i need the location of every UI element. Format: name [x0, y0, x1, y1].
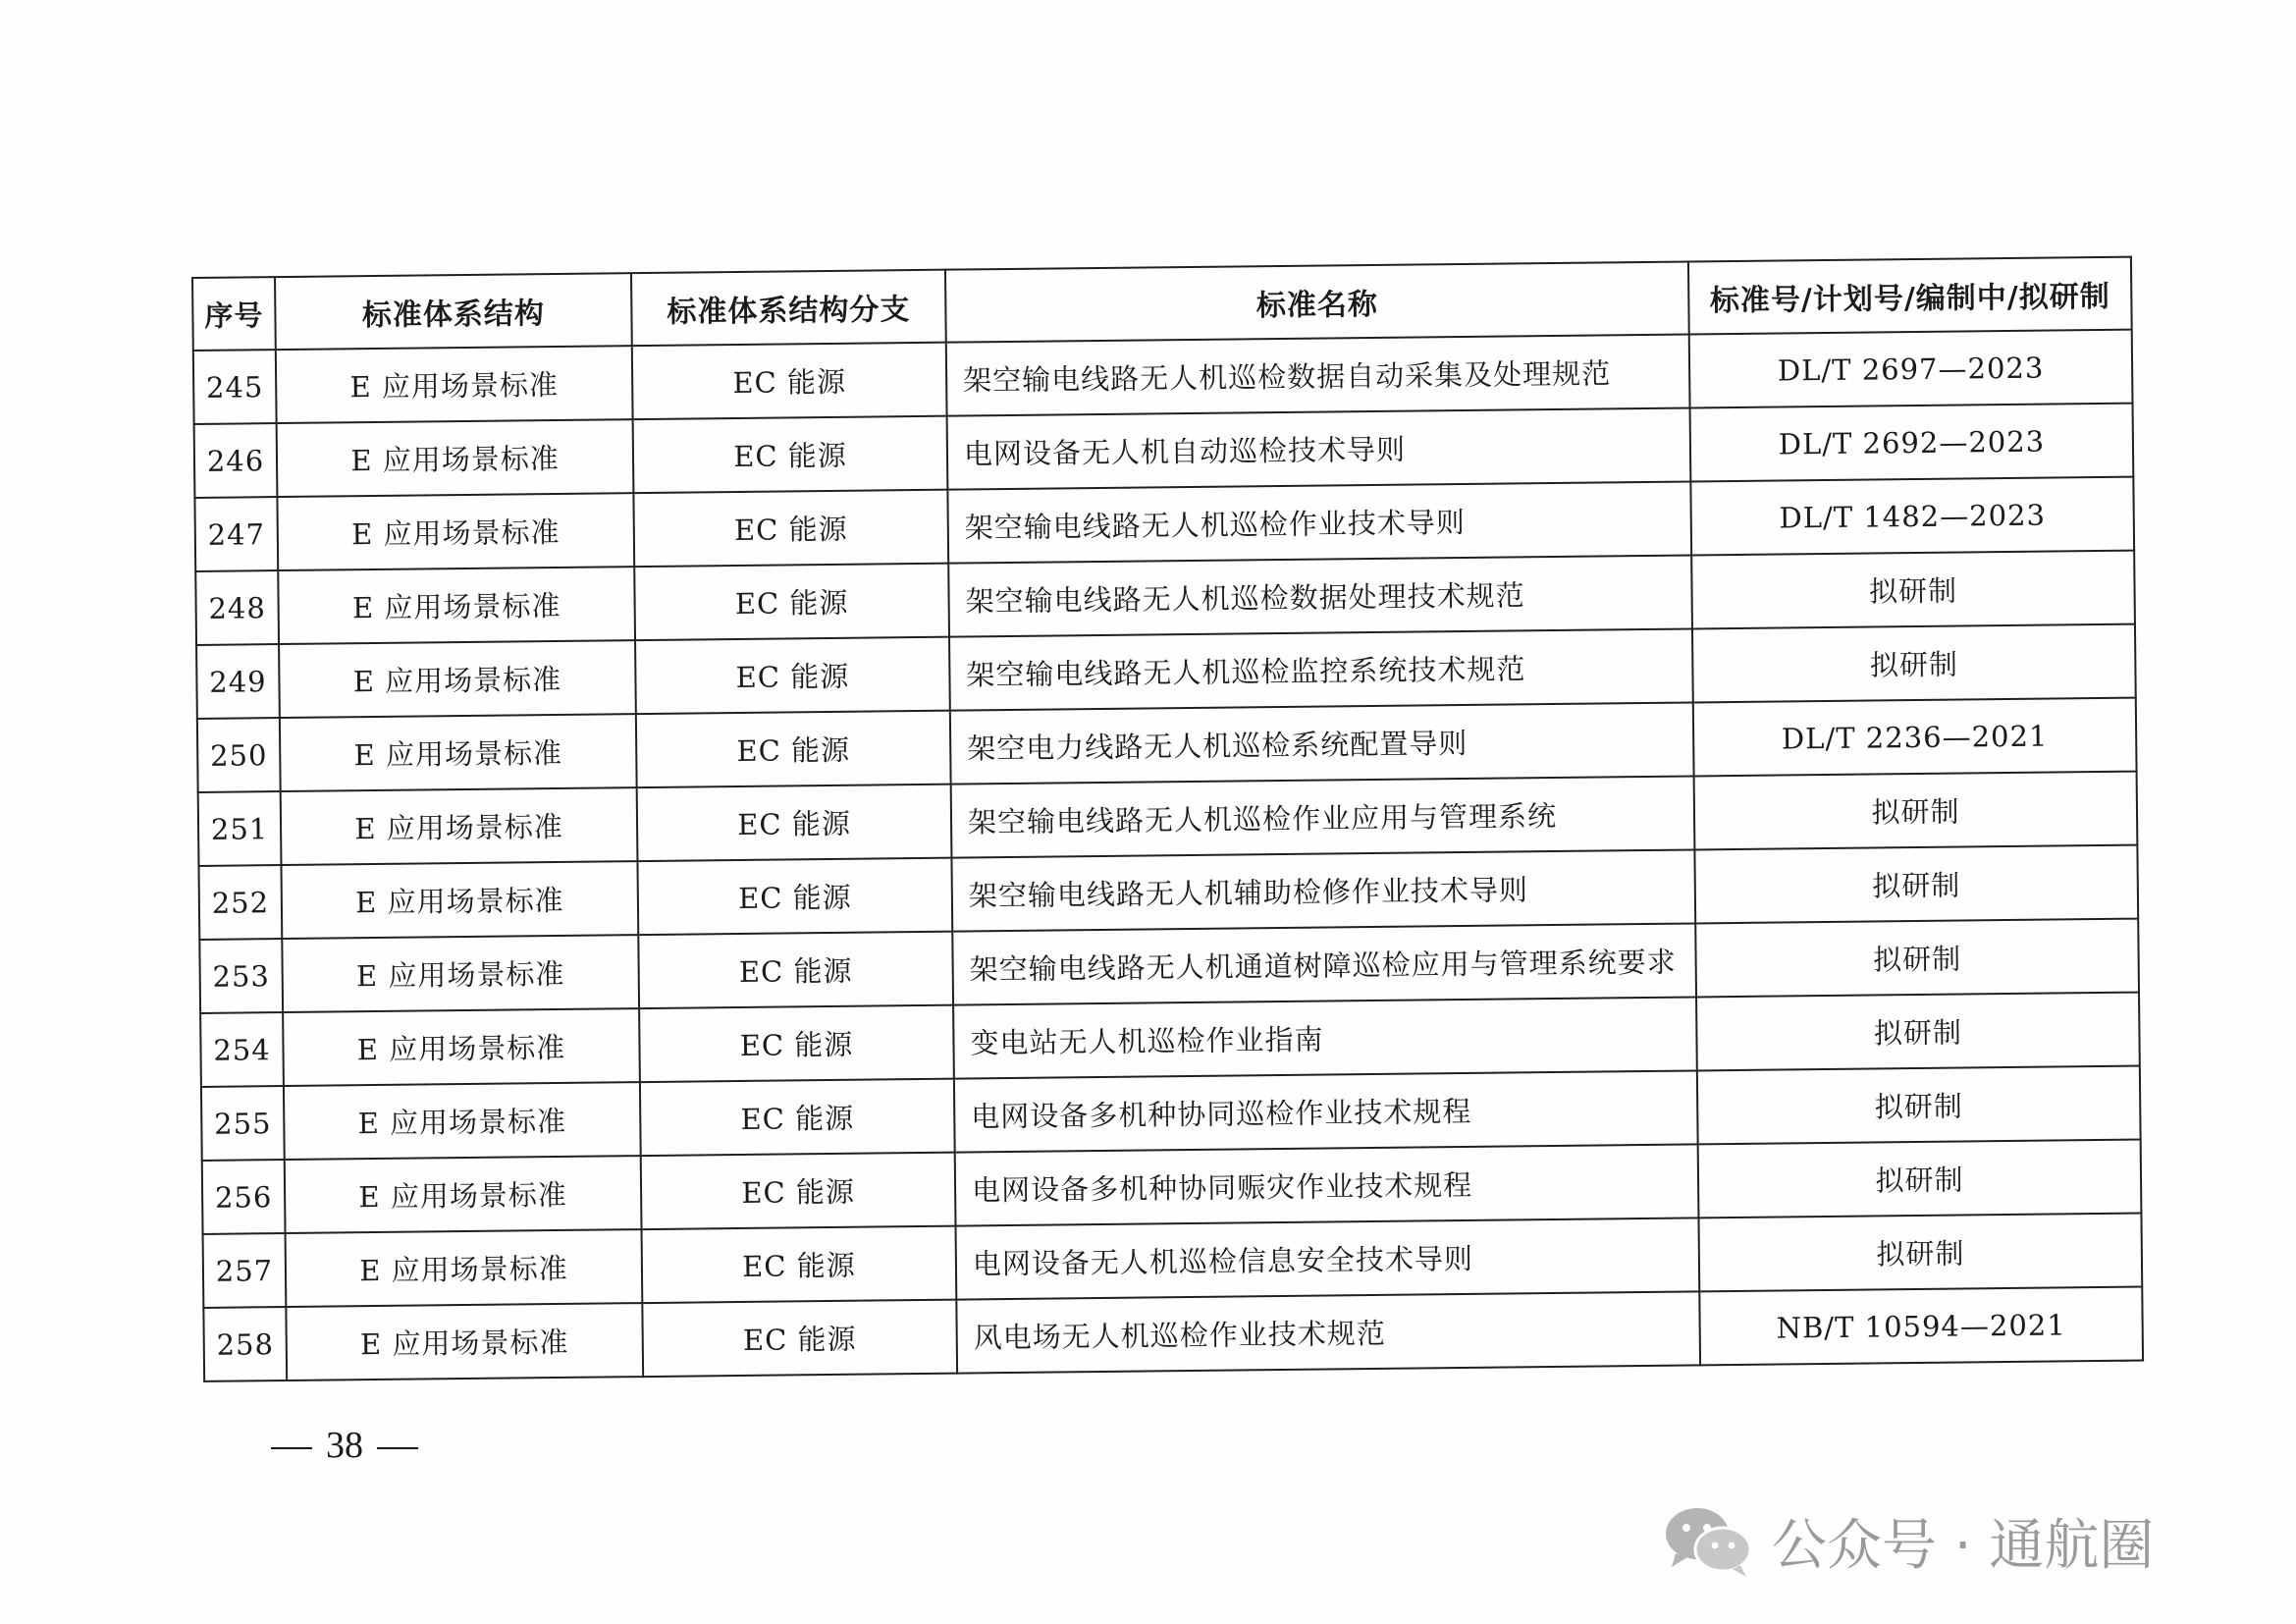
cell-branch: EC 能源 — [633, 490, 948, 567]
cell-seq: 253 — [199, 939, 283, 1013]
cell-standard-number: DL/T 2236—2021 — [1693, 698, 2137, 777]
cell-standard-number: 拟研制 — [1696, 993, 2140, 1071]
cell-standard-name: 架空输电线路无人机巡检作业应用与管理系统 — [951, 776, 1695, 857]
cell-standard-number: 拟研制 — [1694, 772, 2138, 850]
cell-standard-number: DL/T 2692—2023 — [1690, 404, 2134, 482]
cell-standard-number: NB/T 10594—2021 — [1699, 1287, 2143, 1366]
cell-structure: E 应用场景标准 — [276, 346, 633, 423]
cell-standard-name: 架空输电线路无人机通道树障巡检应用与管理系统要求 — [952, 923, 1696, 1004]
wechat-icon — [1662, 1504, 1756, 1579]
cell-structure: E 应用场景标准 — [284, 1082, 641, 1160]
page-number: 38 — [326, 1425, 363, 1466]
cell-structure: E 应用场景标准 — [286, 1303, 643, 1380]
cell-structure: E 应用场景标准 — [286, 1229, 643, 1307]
cell-structure: E 应用场景标准 — [280, 714, 637, 791]
cell-branch: EC 能源 — [642, 1300, 957, 1377]
cell-standard-number: 拟研制 — [1692, 624, 2136, 703]
cell-standard-number: DL/T 2697—2023 — [1689, 330, 2133, 408]
cell-branch: EC 能源 — [634, 564, 949, 640]
cell-seq: 258 — [203, 1307, 287, 1381]
cell-structure: E 应用场景标准 — [281, 861, 638, 939]
cell-branch: EC 能源 — [639, 1005, 954, 1082]
cell-standard-name: 电网设备多机种协同巡检作业技术规程 — [954, 1070, 1698, 1152]
watermark — [1662, 1502, 2154, 1581]
page-number-footer — [257, 1424, 432, 1467]
cell-seq: 248 — [195, 570, 279, 645]
cell-standard-name: 架空输电线路无人机巡检作业技术导则 — [947, 481, 1691, 563]
table-body — [193, 330, 2143, 1381]
column-header-branch: 标准体系结构分支 — [631, 270, 946, 346]
cell-structure: E 应用场景标准 — [283, 1008, 640, 1086]
cell-standard-name: 架空输电线路无人机巡检数据处理技术规范 — [948, 555, 1692, 636]
standards-table — [191, 256, 2144, 1382]
cell-standard-name: 变电站无人机巡检作业指南 — [953, 997, 1697, 1078]
cell-standard-name: 架空电力线路无人机巡检系统配置导则 — [950, 702, 1694, 784]
cell-standard-name: 电网设备多机种协同赈灾作业技术规程 — [955, 1144, 1699, 1225]
cell-structure: E 应用场景标准 — [282, 935, 639, 1012]
cell-standard-name: 电网设备无人机巡检信息安全技术导则 — [956, 1218, 1700, 1299]
cell-seq: 250 — [197, 718, 281, 792]
cell-structure: E 应用场景标准 — [279, 640, 636, 718]
cell-standard-number: DL/T 1482—2023 — [1690, 477, 2134, 556]
cell-branch: EC 能源 — [635, 637, 950, 714]
cell-structure: E 应用场景标准 — [281, 787, 638, 865]
cell-standard-number: 拟研制 — [1691, 551, 2135, 629]
cell-seq: 257 — [203, 1233, 287, 1308]
cell-branch: EC 能源 — [641, 1153, 956, 1229]
cell-standard-name: 风电场无人机巡检作业技术规范 — [956, 1291, 1700, 1373]
cell-standard-name: 架空输电线路无人机辅助检修作业技术导则 — [951, 849, 1695, 931]
column-header-seq: 序号 — [192, 277, 276, 351]
cell-branch: EC 能源 — [637, 858, 952, 935]
cell-branch: EC 能源 — [636, 711, 951, 787]
column-header-structure: 标准体系结构 — [275, 273, 632, 350]
cell-branch: EC 能源 — [640, 1079, 955, 1156]
cell-seq: 245 — [193, 350, 277, 424]
cell-branch: EC 能源 — [633, 416, 948, 493]
cell-standard-name: 架空输电线路无人机巡检数据自动采集及处理规范 — [946, 334, 1690, 415]
watermark-text: 公众号 · 通航圈 — [1772, 1514, 2155, 1578]
cell-standard-number: 拟研制 — [1694, 845, 2138, 924]
cell-standard-number: 拟研制 — [1698, 1214, 2142, 1292]
cell-standard-number: 拟研制 — [1697, 1066, 2141, 1145]
cell-structure: E 应用场景标准 — [277, 419, 634, 497]
cell-standard-name: 架空输电线路无人机巡检监控系统技术规范 — [949, 628, 1693, 710]
cell-structure: E 应用场景标准 — [277, 493, 634, 570]
cell-standard-number: 拟研制 — [1695, 919, 2139, 998]
cell-branch: EC 能源 — [642, 1226, 957, 1303]
column-header-number: 标准号/计划号/编制中/拟研制 — [1688, 257, 2132, 335]
cell-seq: 255 — [201, 1086, 285, 1161]
cell-structure: E 应用场景标准 — [285, 1156, 642, 1233]
cell-branch: EC 能源 — [638, 932, 953, 1008]
column-header-name: 标准名称 — [945, 261, 1689, 342]
cell-standard-name: 电网设备无人机自动巡检技术导则 — [947, 407, 1691, 489]
cell-seq: 246 — [194, 423, 278, 498]
footer-dash-left — [271, 1447, 312, 1449]
cell-seq: 254 — [200, 1012, 284, 1087]
cell-branch: EC 能源 — [637, 785, 952, 861]
cell-seq: 251 — [198, 791, 282, 866]
cell-branch: EC 能源 — [632, 343, 947, 419]
cell-standard-number: 拟研制 — [1698, 1140, 2142, 1218]
cell-seq: 256 — [202, 1160, 286, 1234]
footer-dash-right — [377, 1447, 418, 1449]
cell-seq: 249 — [196, 644, 280, 719]
cell-seq: 252 — [198, 865, 282, 940]
cell-seq: 247 — [194, 497, 278, 571]
cell-structure: E 应用场景标准 — [278, 567, 635, 644]
